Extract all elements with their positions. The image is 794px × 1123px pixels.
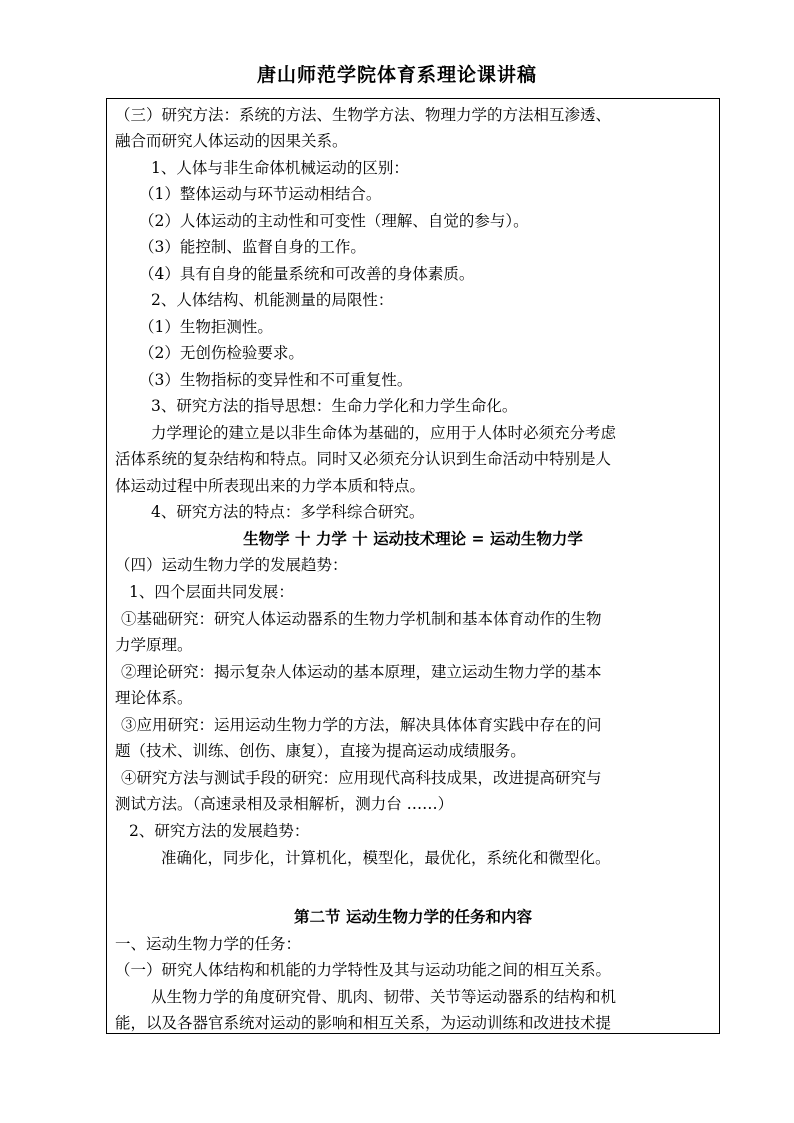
- text-line: ③应用研究：运用运动生物力学的方法，解决具体体育实践中存在的问: [121, 716, 602, 734]
- text-line: 2、人体结构、机能测量的局限性：: [151, 291, 394, 309]
- text-line: 融合而研究人体运动的因果关系。: [115, 132, 348, 150]
- text-line: ②理论研究：揭示复杂人体运动的基本原理，建立运动生物力学的基本: [121, 663, 602, 681]
- text-line: 力学原理。: [115, 636, 193, 654]
- text-line: 2、研究方法的发展趋势：: [129, 822, 310, 840]
- text-line: 1、人体与非生命体机械运动的区别：: [151, 159, 409, 177]
- formula-line: 生物学 十 力学 十 运动技术理论 = 运动生物力学: [243, 529, 583, 548]
- text-line: （3）能控制、监督自身的工作。: [139, 238, 366, 256]
- text-line: （三）研究方法：系统的方法、生物学方法、物理力学的方法相互渗透、: [115, 106, 612, 124]
- text-line: 测试方法。（高速录相及录相解析，测力台 ……）: [115, 795, 454, 813]
- text-line: 体运动过程中所表现出来的力学本质和特点。: [115, 477, 426, 495]
- text-line: ④研究方法与测试手段的研究：应用现代高科技成果，改进提高研究与: [121, 769, 602, 787]
- text-line: 准确化，同步化，计算机化，模型化，最优化，系统化和微型化。: [161, 849, 611, 867]
- text-line: ①基础研究：研究人体运动器系的生物力学机制和基本体育动作的生物: [121, 610, 602, 628]
- text-line: （一）研究人体结构和机能的力学特性及其与运动功能之间的相互关系。: [115, 961, 612, 979]
- lecture-content-box: [106, 98, 720, 1034]
- section-heading: 第二节 运动生物力学的任务和内容: [294, 907, 532, 926]
- text-line: 理论体系。: [115, 689, 193, 707]
- page-header-title: 唐山师范学院体育系理论课讲稿: [256, 64, 537, 86]
- text-line: （2）人体运动的主动性和可变性（理解、自觉的参与）。: [139, 212, 529, 230]
- text-line: （1）整体运动与环节运动相结合。: [139, 185, 382, 203]
- text-line: 力学理论的建立是以非生命体为基础的，应用于人体时必须充分考虑: [151, 424, 617, 442]
- text-line: 一、运动生物力学的任务：: [115, 935, 302, 953]
- text-line: 活体系统的复杂结构和特点。同时又必须充分认识到生命活动中特别是人: [115, 450, 612, 468]
- text-line: 题（技术、训练、创伤、康复），直接为提高运动成绩服务。: [115, 742, 526, 760]
- text-line: （3）生物指标的变异性和不可重复性。: [139, 371, 413, 389]
- text-line: （4）具有自身的能量系统和可改善的身体素质。: [139, 265, 475, 283]
- text-line: 3、研究方法的指导思想：生命力学化和力学生命化。: [151, 397, 518, 415]
- text-line: （1）生物拒测性。: [139, 318, 273, 336]
- text-line: （2）无创伤检验要求。: [139, 344, 304, 362]
- text-line: 4、研究方法的特点：多学科综合研究。: [151, 503, 425, 521]
- text-line: 能，以及各器官系统对运动的影响和相互关系，为运动训练和改进技术提: [115, 1014, 612, 1032]
- text-line: （四）运动生物力学的发展趋势：: [115, 556, 348, 574]
- text-line: 1、四个层面共同发展：: [129, 583, 294, 601]
- text-line: 从生物力学的角度研究骨、肌肉、韧带、关节等运动器系的结构和机: [151, 988, 617, 1006]
